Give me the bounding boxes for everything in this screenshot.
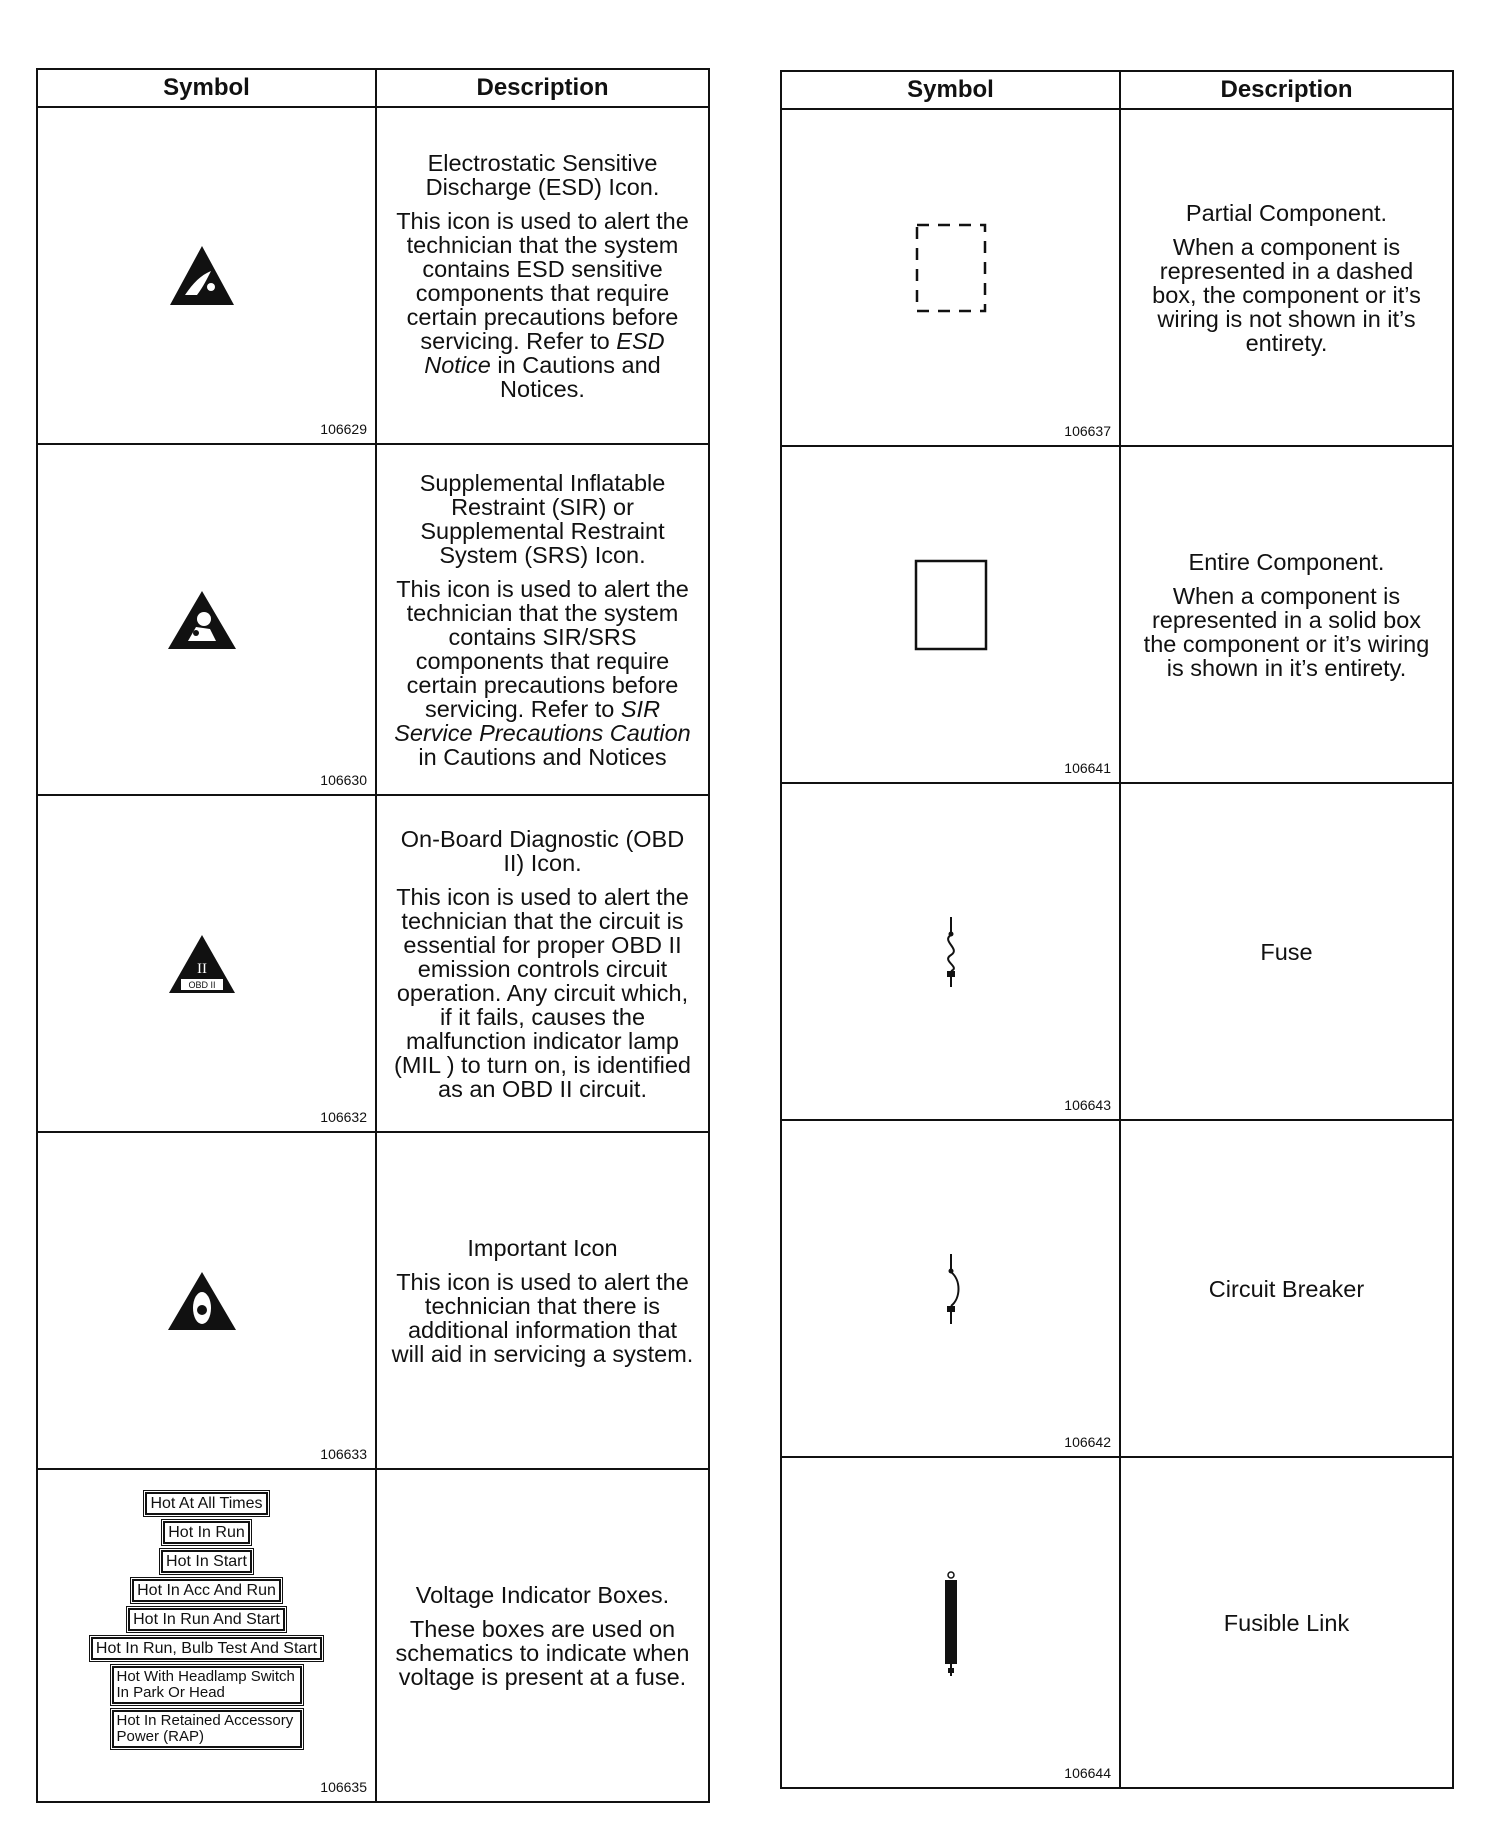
- description-title: Voltage Indicator Boxes.: [415, 1581, 670, 1608]
- symbol-cell: [781, 1120, 1120, 1457]
- description-title: Fusible Link: [1223, 1609, 1350, 1636]
- table-row: [781, 783, 1453, 1120]
- voltage-box: Hot In Acc And Run: [132, 1579, 281, 1602]
- description-cell: [1120, 783, 1453, 1120]
- symbol-cell: [37, 1469, 376, 1802]
- description-body: This icon is used to alert the technician that the system contains SIR/SRS components that require certain precautions before servicing. Refer to SIR Service Precautions Caution in Cautions and Notices: [394, 575, 691, 770]
- symbol-column-header: Symbol: [37, 69, 376, 107]
- svg-text:II: II: [196, 960, 207, 977]
- table-row: [37, 795, 709, 1132]
- sir-airbag-warning-icon: [166, 589, 238, 651]
- description-body: This icon is used to alert the technician that the circuit is essential for proper OBD II emission controls circuit operation. Any circuit which, if it fails, causes the malfunction indicator lamp (MIL ) to turn on, is identified as an OBD II circuit.: [394, 883, 691, 1102]
- description-body: These boxes are used on schematics to indicate when voltage is present at a fuse.: [395, 1615, 690, 1690]
- symbol-cell: [781, 1457, 1120, 1788]
- symbol-cell: [781, 783, 1120, 1120]
- figure-code: 106629: [320, 421, 367, 437]
- right-symbol-table: [780, 70, 1454, 1789]
- left-symbol-table: [36, 68, 710, 1803]
- voltage-box: Hot In Run And Start: [128, 1608, 285, 1631]
- description-title: Supplemental Inflatable Restraint (SIR) or Supplemental Restraint System (SRS) Icon.: [419, 469, 666, 568]
- dashed-box-icon: [914, 222, 988, 314]
- description-body: When a component is represented in a dashed box, the component or it’s wiring is not shown in it’s entirety.: [1152, 233, 1421, 356]
- table-row: [37, 1469, 709, 1802]
- description-title: Circuit Breaker: [1208, 1275, 1365, 1302]
- figure-code: 106643: [1064, 1097, 1111, 1113]
- symbol-column-header: Symbol: [781, 71, 1120, 109]
- figure-code: 106632: [320, 1109, 367, 1125]
- table-row: [781, 109, 1453, 446]
- voltage-box: Hot With Headlamp Switch In Park Or Head: [112, 1666, 302, 1704]
- table-header-row: [37, 69, 709, 107]
- description-column-header: Description: [1120, 71, 1453, 109]
- description-title: Entire Component.: [1188, 548, 1385, 575]
- figure-code: 106633: [320, 1446, 367, 1462]
- table-row: [781, 1120, 1453, 1457]
- table-row: [781, 446, 1453, 783]
- symbol-cell: [37, 1132, 376, 1469]
- symbol-cell: [37, 107, 376, 444]
- important-warning-icon: [166, 1270, 238, 1332]
- symbol-cell: [781, 446, 1120, 783]
- description-cell: [1120, 446, 1453, 783]
- circuit-breaker-symbol-icon: [939, 1254, 963, 1324]
- symbol-cell: [781, 109, 1120, 446]
- figure-code: 106644: [1064, 1765, 1111, 1781]
- table-header-row: [781, 71, 1453, 109]
- figure-code: 106637: [1064, 423, 1111, 439]
- description-body: This icon is used to alert the technician that the system contains ESD sensitive components that require certain precautions before servicing. Refer to ESD Notice in Cautions and Notices.: [396, 207, 689, 402]
- description-title: Electrostatic Sensitive Discharge (ESD) Icon.: [425, 149, 660, 200]
- obd-ii-warning-icon: [167, 933, 237, 995]
- voltage-indicator-boxes: [38, 1492, 375, 1748]
- description-cell: [1120, 109, 1453, 446]
- voltage-box: Hot In Start: [161, 1550, 252, 1573]
- voltage-box: Hot In Run, Bulb Test And Start: [91, 1637, 322, 1660]
- description-cell: [376, 795, 709, 1132]
- figure-code: 106642: [1064, 1434, 1111, 1450]
- description-cell: [1120, 1120, 1453, 1457]
- table-row: [37, 107, 709, 444]
- svg-text:OBD II: OBD II: [187, 979, 216, 990]
- description-cell: [1120, 1457, 1453, 1788]
- voltage-box: Hot In Run: [163, 1521, 249, 1544]
- description-cell: [376, 444, 709, 795]
- fuse-symbol-icon: [939, 917, 963, 987]
- voltage-box: Hot In Retained Accessory Power (RAP): [112, 1710, 302, 1748]
- symbol-cell: [37, 795, 376, 1132]
- description-title: Important Icon: [467, 1234, 618, 1261]
- figure-code: 106635: [320, 1779, 367, 1795]
- description-title: Partial Component.: [1185, 199, 1388, 226]
- fusible-link-symbol-icon: [939, 1570, 963, 1676]
- description-cell: [376, 107, 709, 444]
- description-body: When a component is represented in a solid box the component or it’s wiring is shown in it’s entirety.: [1143, 582, 1430, 681]
- symbol-cell: [37, 444, 376, 795]
- description-cell: [376, 1469, 709, 1802]
- description-body: This icon is used to alert the technician that there is additional information that will aid in servicing a system.: [391, 1268, 694, 1367]
- description-title: Fuse: [1260, 938, 1313, 965]
- table-row: [37, 1132, 709, 1469]
- table-row: [781, 1457, 1453, 1788]
- description-title: On-Board Diagnostic (OBD II) Icon.: [400, 825, 685, 876]
- figure-code: 106630: [320, 772, 367, 788]
- solid-box-icon: [914, 559, 988, 651]
- description-cell: [376, 1132, 709, 1469]
- table-row: [37, 444, 709, 795]
- figure-code: 106641: [1064, 760, 1111, 776]
- description-column-header: Description: [376, 69, 709, 107]
- esd-warning-icon: [167, 243, 237, 309]
- voltage-box: Hot At All Times: [145, 1492, 267, 1515]
